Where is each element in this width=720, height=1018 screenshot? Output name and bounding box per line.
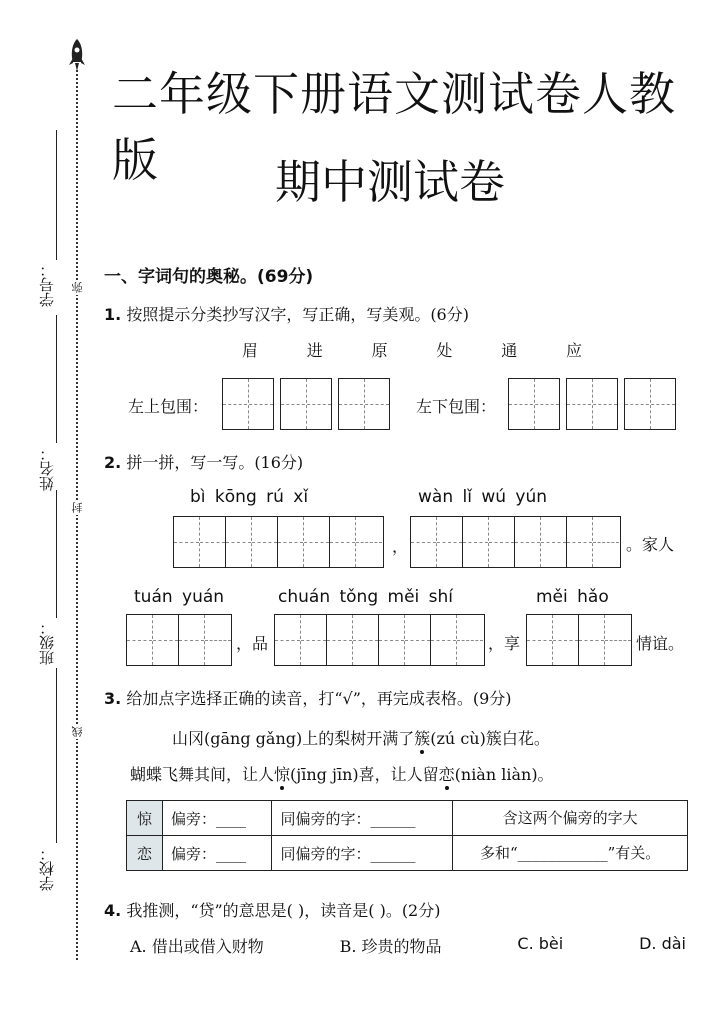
writing-box[interactable]: [508, 378, 560, 430]
q1-char: 应: [565, 341, 582, 360]
page-subtitle: 期中测试卷: [275, 155, 505, 209]
table-note-1: 含这两个偏旁的字大: [453, 801, 688, 836]
table-char: 恋: [127, 836, 163, 871]
option-a[interactable]: A. 借出或借入财物: [130, 937, 264, 956]
writing-box[interactable]: [566, 378, 618, 430]
question-3-text: 给加点字选择正确的读音，打“√”，再完成表格。(9分): [126, 689, 512, 708]
q3-table: [126, 800, 688, 871]
q3-passage-line-2: [130, 762, 554, 785]
q1-left-top-boxes: [222, 378, 396, 430]
q1-left-bottom-boxes: [508, 378, 682, 430]
option-d[interactable]: D. dài: [639, 934, 686, 953]
table-note-2[interactable]: 多和“____________”有关。: [453, 836, 688, 871]
seal-mark-2: 封: [71, 502, 84, 513]
q2-grid-2[interactable]: [410, 516, 621, 568]
school-line: [56, 668, 57, 843]
q2-mid-2: ，享: [488, 634, 521, 653]
passage-text: (zú cù)簇白花。: [430, 729, 550, 748]
q1-char: 原: [371, 341, 388, 360]
page-title: 二年级下册语文测试卷人教版: [112, 67, 676, 187]
pinyin-3: tuán yuán: [134, 587, 225, 607]
q1-left-top-label: 左上包围：: [128, 397, 209, 416]
question-1-number: 1.: [104, 305, 122, 324]
seal-mark-1: 弥: [71, 282, 84, 293]
section-heading: 一、字词句的奥秘。(69分): [104, 267, 314, 287]
q1-char: 处: [436, 341, 453, 360]
name-label: 姓名：: [38, 446, 56, 491]
radical-blank[interactable]: 偏旁：____: [163, 801, 272, 836]
dotted-char: 簇: [414, 729, 431, 748]
question-1-text: 按照提示分类抄写汉字，写正确，写美观。(6分): [126, 305, 469, 324]
name-line: [56, 315, 57, 443]
question-3: [104, 686, 512, 709]
same-radical-blank[interactable]: 同偏旁的字：______: [272, 801, 453, 836]
q2-grid-1[interactable]: [173, 516, 384, 568]
question-2-number: 2.: [104, 453, 122, 472]
writing-box[interactable]: [222, 378, 274, 430]
q2-tail-1: 。家人: [626, 535, 675, 554]
q4-options: [130, 934, 686, 957]
pinyin-5: měi hǎo: [536, 587, 609, 607]
dotted-char: 恋: [438, 765, 455, 784]
question-1: [104, 302, 469, 325]
question-4-text: 我推测，“贷”的意思是( )，读音是( )。(2分): [126, 901, 441, 920]
question-4: [104, 898, 440, 921]
q1-char: 眉: [242, 341, 259, 360]
same-radical-blank[interactable]: 同偏旁的字：______: [272, 836, 453, 871]
q2-grid-3[interactable]: [126, 614, 232, 666]
q1-char: 通: [501, 341, 518, 360]
seal-mark-3: 线: [71, 726, 84, 737]
question-2: [104, 450, 303, 473]
q2-grid-5[interactable]: [526, 614, 632, 666]
writing-box[interactable]: [338, 378, 390, 430]
passage-text: (niàn liàn)。: [454, 765, 554, 784]
school-label: 学校：: [38, 846, 56, 891]
writing-box[interactable]: [624, 378, 676, 430]
question-3-number: 3.: [104, 689, 122, 708]
q2-comma: ，: [392, 537, 409, 556]
passage-text: (jīng jīn)喜，让人留: [290, 765, 439, 784]
class-label: 班级：: [38, 620, 56, 665]
q2-grid-4[interactable]: [274, 614, 485, 666]
question-2-text: 拼一拼，写一写。(16分): [126, 453, 304, 472]
q1-character-list: [242, 338, 582, 361]
q2-tail-2: 情谊。: [636, 634, 685, 653]
question-4-number: 4.: [104, 901, 122, 920]
rocket-icon: [66, 38, 88, 72]
pinyin-2: wàn lǐ wú yún: [418, 487, 548, 507]
option-b[interactable]: B. 珍贵的物品: [339, 937, 442, 956]
dotted-char: 惊: [274, 765, 291, 784]
class-line: [56, 490, 57, 618]
table-char: 惊: [127, 801, 163, 836]
q1-char: 进: [306, 341, 323, 360]
option-c[interactable]: C. bèi: [517, 934, 564, 953]
q1-left-bottom-label: 左下包围：: [416, 397, 497, 416]
q2-mid-1: ，品: [236, 634, 269, 653]
passage-text: 蝴蝶飞舞其间，让人: [130, 765, 275, 784]
student-id-label: 学号：: [38, 262, 56, 307]
writing-box[interactable]: [280, 378, 332, 430]
q3-passage-line-1: [172, 726, 550, 749]
radical-blank[interactable]: 偏旁：____: [163, 836, 272, 871]
passage-text: 山冈(gāng gǎng)上的梨树开满了: [172, 729, 415, 748]
pinyin-4: chuán tǒng měi shí: [278, 587, 454, 607]
pinyin-1: bì kōng rú xǐ: [190, 487, 309, 507]
